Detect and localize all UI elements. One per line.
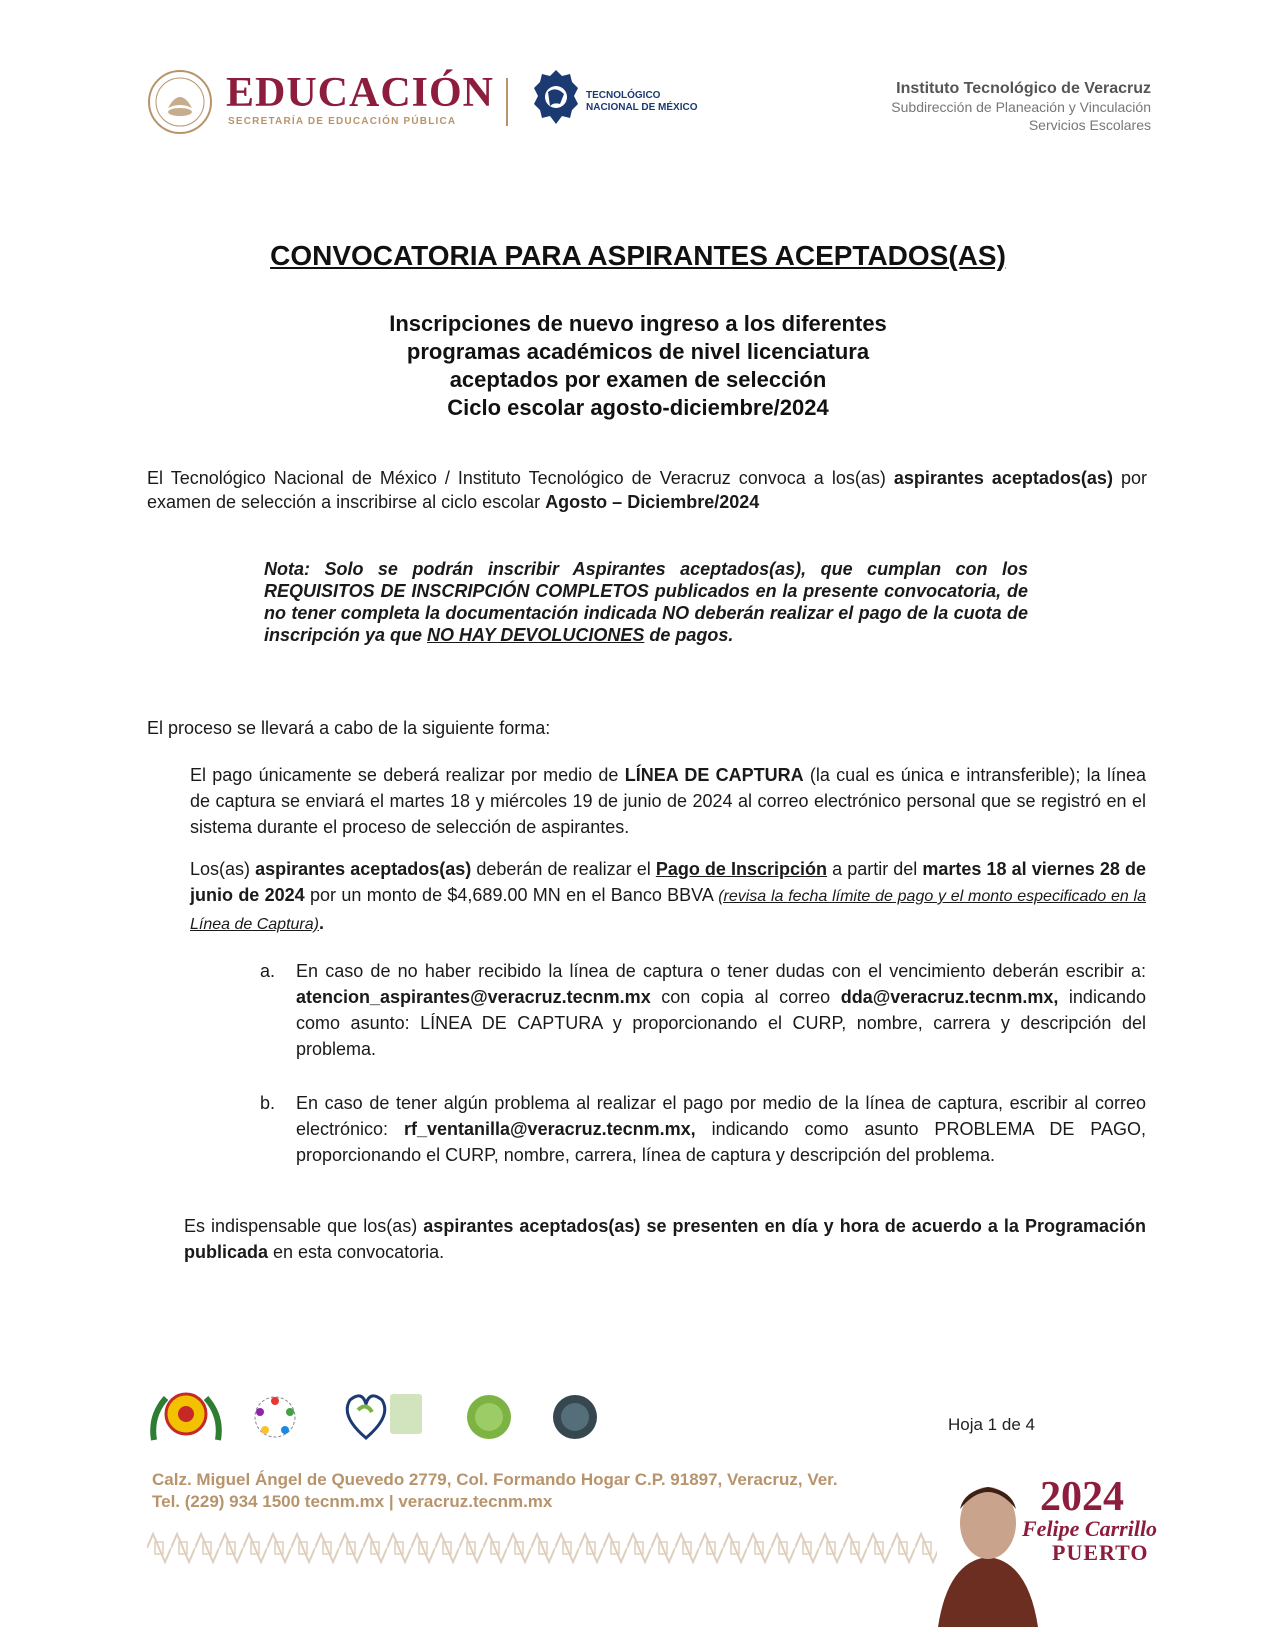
tecnm-logo-icon	[532, 68, 580, 136]
payment-dates-paragraph: Los(as) aspirantes aceptados(as) deberán de realizar el Pago de Inscripción a partir del martes 18 al viernes 28 de junio de 2024 por un monto de $4,689.00 MN en el Banco BBVA (revisa la fecha límite de pago y el monto especificado en la Línea de Captura).	[190, 859, 1146, 933]
aspirants-email-link[interactable]: atencion_aspirantes@veracruz.tecnm.mx	[296, 987, 651, 1007]
payment-method-paragraph: El pago únicamente se deberá realizar por medio de LÍNEA DE CAPTURA (la cual es única e intransferible); la línea de captura se enviará el martes 18 y miércoles 19 de junio de 2024 al correo electrónico personal que se registró en el sistema durante el proceso de selección de aspirantes.	[190, 765, 1146, 837]
office-name: Servicios Escolares	[1028, 117, 1151, 133]
note-paragraph: Nota: Solo se podrán inscribir Aspirantes aceptados(as), que cumplan con los REQUISITOS DE INSCRIPCIÓN COMPLETOS publicados en la presente convocatoria, de no tener completa la documentación indicada NO deberán realizar el pago de la cuota de inscripción ya que NO HAY DEVOLUCIONES de pagos.	[264, 559, 1028, 645]
footer-address-block	[152, 1469, 838, 1513]
iso-14001-cert-icon	[464, 1392, 514, 1442]
header-divider	[506, 78, 508, 126]
dda-email-link[interactable]: dda@veracruz.tecnm.mx,	[840, 987, 1059, 1007]
intro-paragraph: El Tecnológico Nacional de México / Instituto Tecnológico de Veracruz convoca a los(as) aspirantes aceptados(as) por examen de selección a inscribirse al ciclo escolar Agosto – Diciembre/2024	[147, 468, 1147, 512]
footer-address: Calz. Miguel Ángel de Quevedo 2779, Col. Formando Hogar C.P. 91897, Veracruz, Ver.	[152, 1470, 838, 1489]
education-wordmark: EDUCACIÓN	[226, 70, 495, 116]
year-2024: 2024	[1040, 1474, 1124, 1520]
felipe-carrillo-portrait-icon	[928, 1465, 1048, 1627]
tecnm-wordmark: TECNOLÓGICO NACIONAL DE MÉXICO	[586, 90, 698, 113]
list-item-letter-a: a.	[260, 961, 276, 981]
subtitle: Inscripciones de nuevo ingreso a los diferentes programas académicos de nivel licenciatura aceptados por examen de selección Ciclo escolar agosto-diciembre/2024	[389, 311, 887, 420]
footer-contact: Tel. (229) 934 1500 tecnm.mx | veracruz.tecnm.mx	[152, 1492, 553, 1511]
institute-name: Instituto Tecnológico de Veracruz	[896, 80, 1151, 97]
education-subtitle: SECRETARÍA DE EDUCACIÓN PÚBLICA	[228, 116, 457, 127]
national-seal-icon	[146, 68, 214, 136]
final-paragraph: Es indispensable que los(as) aspirantes aceptados(as) se presenten en día y hora de acuerdo a la Programación publicada en esta convocatoria.	[184, 1216, 1147, 1262]
iso-9001-cert-icon	[550, 1392, 600, 1442]
ventanilla-email-link[interactable]: rf_ventanilla@veracruz.tecnm.mx,	[403, 1119, 696, 1139]
itv-emblem-icon	[146, 1384, 226, 1448]
page-number: Hoja 1 de 4	[948, 1415, 1035, 1434]
list-item-a: En caso de no haber recibido la línea de captura o tener dudas con el vencimiento deberán escribir a: atencion_aspirantes@veracruz.tecnm.mx con copia al correo dda@veracruz.tecnm.mx, indicando como asunto: LÍNEA DE CAPTURA y proporcionando el CURP, nombre, carrera y descripción del problema.	[296, 961, 1146, 1059]
department-name: Subdirección de Planeación y Vinculación	[891, 99, 1151, 115]
process-intro: El proceso se llevará a cabo de la siguiente forma:	[147, 718, 551, 738]
list-item-letter-b: b.	[260, 1093, 276, 1113]
plastic-free-cert-icon	[336, 1386, 426, 1444]
puerto-text: PUERTO	[1052, 1540, 1149, 1565]
page-title: CONVOCATORIA PARA ASPIRANTES ACEPTADOS(AS)	[270, 240, 1006, 271]
list-item-b: En caso de tener algún problema al realizar el pago por medio de la línea de captura, escribir al correo electrónico: rf_ventanilla@veracruz.tecnm.mx, indicando como asunto PROBLEMA DE PAGO, proporcionando el CURP, nombre, carrera, línea de captura y descripción del problema.	[296, 1093, 1146, 1165]
felipe-carrillo-text: Felipe Carrillo	[1022, 1516, 1158, 1541]
equality-cert-icon	[250, 1392, 300, 1442]
institution-block	[891, 80, 1151, 134]
decorative-pattern-band	[147, 1528, 937, 1568]
